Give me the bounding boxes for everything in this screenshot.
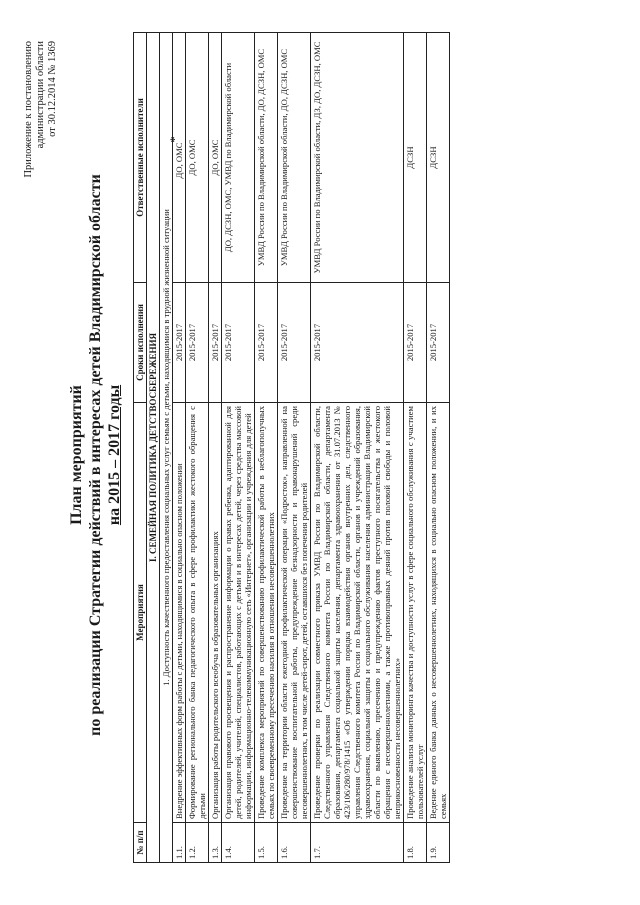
row-num: 1.9. [427, 823, 450, 863]
appendix-line-3: от 30.12.2014 № 1369 [47, 41, 58, 137]
subsection-title: 1. Доступность качественного предоставления социальных услуг семьям с детьми, находящимися в трудной жизненной ситуации [160, 33, 173, 863]
row-num: 1.1. [173, 823, 186, 863]
table-row [209, 33, 222, 863]
row-measure: Проведение анализа мониторинга качества и доступности услуг в сфере социального обслуживания с участием пользователей услуг [404, 403, 427, 823]
table-row [255, 33, 278, 863]
header-measure: Мероприятия [134, 403, 147, 823]
row-term: 2015-2017 [255, 283, 278, 403]
row-term: 2015-2017 [173, 283, 186, 403]
row-exec: ДСЗН [427, 33, 450, 283]
table-row [278, 33, 311, 863]
row-measure: Организация работы родительского всеобуча в образовательных организациях [209, 403, 222, 823]
row-term: 2015-2017 [311, 283, 404, 403]
row-exec: УМВД России по Владимирской области, ДО, ДСЗН, ОМС [278, 33, 311, 283]
row-exec: ДСЗН [404, 33, 427, 283]
section-title: I. СЕМЕЙНАЯ ПОЛИТИКА ДЕТСТВОСБЕРЕЖЕНИЯ [147, 33, 160, 863]
footnote-mark: * [167, 136, 182, 143]
table-header-row [134, 33, 147, 863]
row-num: 1.3. [209, 823, 222, 863]
row-term: 2015-2017 [209, 283, 222, 403]
row-num: 1.7. [311, 823, 404, 863]
row-measure: Проведение на территории области ежегодной профилактической операции «Подросток», направленной на совершенствование воспитательной работы, предупреждение безнадзорности и правонарушений среди несовершеннолетних, в том числе детей-сирот, детей, оставшихся без попечения родителей [278, 403, 311, 823]
header-term: Сроки исполнения [134, 283, 147, 403]
row-exec [167, 33, 186, 283]
row-term: 2015-2017 [427, 283, 450, 403]
row-exec: УМВД России по Владимирской области, ДО, ДСЗН, ОМС [255, 33, 278, 283]
row-measure: Проведение комплекса мероприятий по совершенствованию профилактической работы в неблагополучных семьях по своевременному пресечению насилия в отношении несовершеннолетних [255, 403, 278, 823]
row-term: 2015-2017 [278, 283, 311, 403]
title-line-1: План мероприятий [68, 385, 85, 525]
table-row [186, 33, 209, 863]
row-measure: Внедрение эффективных форм работы с детьми, находящимися в социально опасном положении [173, 403, 186, 823]
header-exec: Ответственные исполнители [134, 33, 147, 283]
row-num: 1.8. [404, 823, 427, 863]
section-row [147, 33, 160, 863]
table-row [173, 33, 186, 863]
document-page [15, 25, 625, 885]
row-exec-text: ДО, ОМС [174, 142, 184, 179]
row-num: 1.2. [186, 823, 209, 863]
row-num: 1.6. [278, 823, 311, 863]
row-measure: Проведение проверки по реализации совместного приказа УМВД России по Владимирской области, Следственного управления Следственного комитета России по Владимирской области, департамента образования, департамента социальной защиты населения, департамента здравоохранения от 31.07.2013 № 423/106/280/978/1415 «Об утверждении порядка взаимодействия органов внутренних дел, следственного управления Следственного комитета России по Владимирской области, органов и учреждений образования, здравоохранения, социальной защиты и социального обслуживания населения администрации Владимирской области по выявлению, пресечению и предупреждению фактов преступного посягательства и жестокого обращения с несовершеннолетними, а также противоправных деяний против половой свободы и половой неприкосновенности несовершеннолетних» [311, 403, 404, 823]
table-row [311, 33, 404, 863]
row-exec: ДО, ОМС [186, 33, 209, 283]
row-measure: Организация правового просвещения и распространение информации о правах ребенка, адаптированной для детей, родителей, учителей, специалистов, работающих с детьми и в интересах детей, через средства массовой информации, информационно-телекоммуникационную сеть «Интернет», организации и учреждения для детей [222, 403, 255, 823]
document-title [67, 25, 124, 885]
subsection-row [160, 33, 173, 863]
appendix-line-1: Приложение к постановлению [23, 41, 34, 178]
header-num: № п/п [134, 823, 147, 863]
appendix-note [23, 41, 59, 178]
table-row [404, 33, 427, 863]
row-term: 2015-2017 [186, 283, 209, 403]
row-num: 1.4. [222, 823, 255, 863]
measures-table [133, 32, 450, 863]
row-measure: Формирование регионального банка педагогического опыта в сфере профилактики жестокого обращения с детьми [186, 403, 209, 823]
row-term: 2015-2017 [222, 283, 255, 403]
row-measure: Ведение единого банка данных о несовершеннолетних, находящихся в социально опасном положении, и их семьях [427, 403, 450, 823]
row-num: 1.5. [255, 823, 278, 863]
title-line-3: на 2015 – 2017 годы [106, 384, 123, 526]
row-exec: ДО, ОМС [209, 33, 222, 283]
appendix-line-2: администрации области [35, 41, 46, 149]
table-row [427, 33, 450, 863]
row-term: 2015-2017 [404, 283, 427, 403]
row-exec: ДО, ДСЗН, ОМС, УМВД по Владимирской области [222, 33, 255, 283]
row-exec: УМВД России по Владимирской области, ДЗ, ДО, ДСЗН, ОМС [311, 33, 404, 283]
table-row [222, 33, 255, 863]
title-line-2: по реализации Стратегии действий в интересах детей Владимирской области [87, 174, 104, 736]
